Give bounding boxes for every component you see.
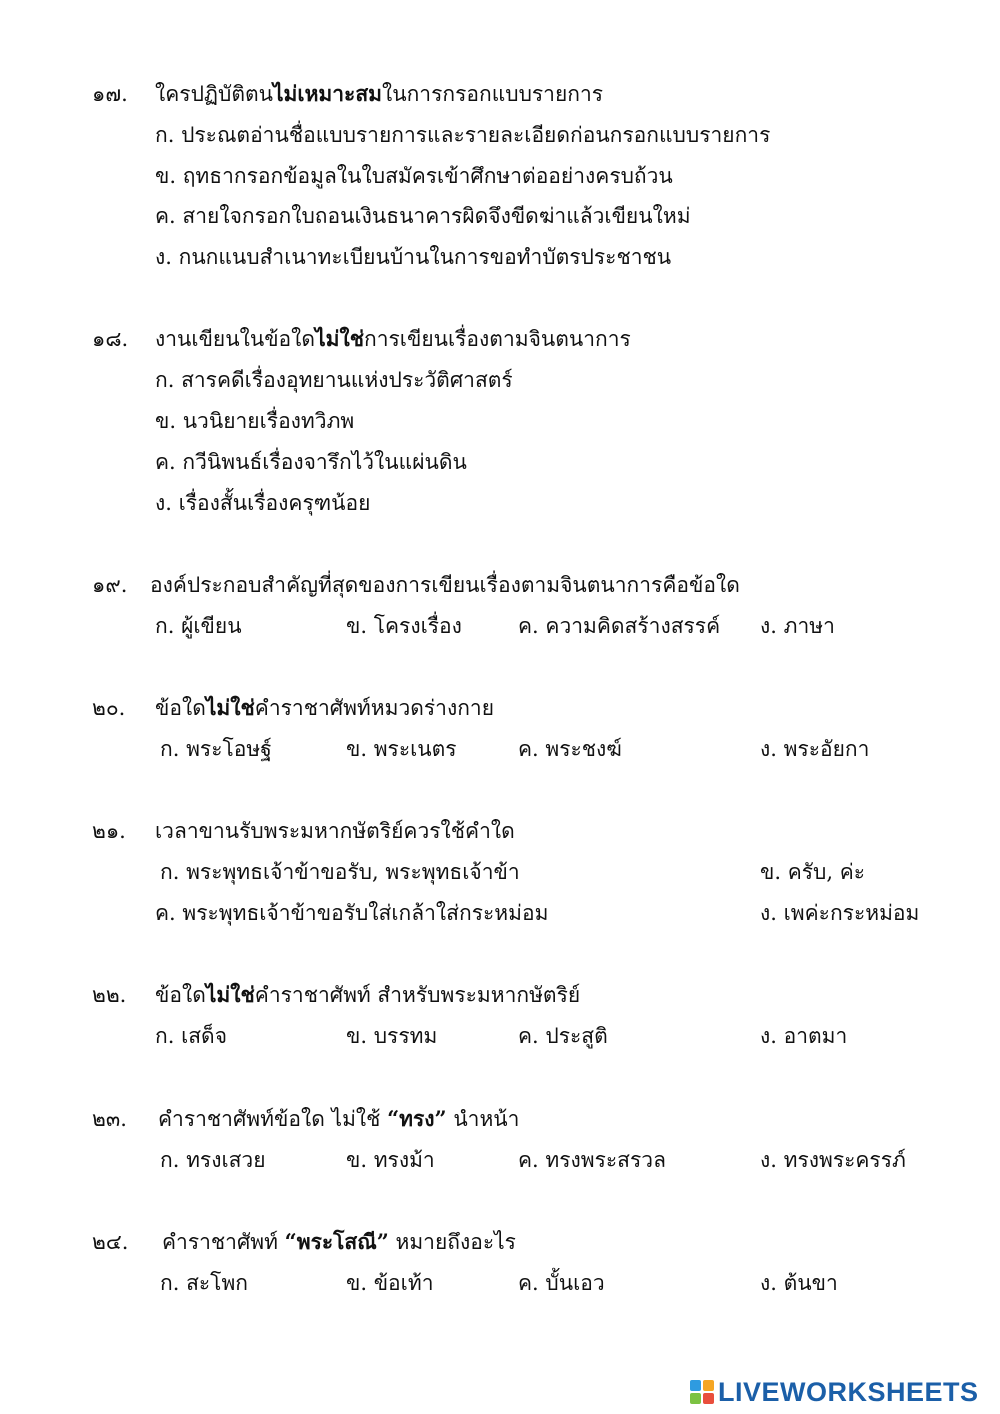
option-b[interactable]: ข. โครงเรื่อง bbox=[346, 614, 462, 638]
option-c[interactable]: ค. พระพุทธเจ้าข้าขอรับใส่เกล้าใส่กระหม่อม bbox=[155, 901, 549, 925]
option-d[interactable]: ง. ต้นขา bbox=[760, 1271, 838, 1295]
question-number: ๑๗. bbox=[92, 82, 128, 106]
question-stem: ข้อใดไม่ใช่คำราชาศัพท์ สำหรับพระมหากษัตริย์ bbox=[155, 982, 581, 1007]
option-a[interactable]: ก. พระพุทธเจ้าข้าขอรับ, พระพุทธเจ้าข้า bbox=[160, 860, 520, 884]
question-stem: งานเขียนในข้อใดไม่ใช่การเขียนเรื่องตามจินตนาการ bbox=[155, 326, 631, 351]
option-c[interactable]: ค. ความคิดสร้างสรรค์ bbox=[518, 614, 721, 638]
logo-mark-icon bbox=[690, 1380, 714, 1404]
option-c[interactable]: ค. บั้นเอว bbox=[518, 1271, 605, 1295]
option-a[interactable]: ก. ผู้เขียน bbox=[155, 614, 242, 638]
logo-square bbox=[690, 1380, 701, 1391]
option-c[interactable]: ค. ประสูติ bbox=[518, 1024, 608, 1048]
emphasis: “ทรง” bbox=[387, 1106, 447, 1131]
option-b[interactable]: ข. ทรงม้า bbox=[346, 1148, 435, 1172]
logo-square bbox=[690, 1393, 701, 1404]
logo-square bbox=[703, 1380, 714, 1391]
question-number: ๑๙. bbox=[92, 573, 128, 597]
option-c[interactable]: ค. ทรงพระสรวล bbox=[518, 1148, 666, 1172]
option-a[interactable]: ก. เสด็จ bbox=[155, 1024, 228, 1048]
option-d[interactable]: ง. กนกแนบสำเนาทะเบียนบ้านในการขอทำบัตรประชาชน bbox=[155, 245, 672, 269]
emphasis: ไม่เหมาะสม bbox=[272, 81, 382, 106]
option-b[interactable]: ข. ฤทธากรอกข้อมูลในใบสมัครเข้าศึกษาต่ออย่างครบถ้วน bbox=[155, 164, 673, 188]
emphasis: ไม่ใช่ bbox=[205, 695, 255, 720]
question-number: ๑๘. bbox=[92, 327, 129, 351]
option-a[interactable]: ก. สารคดีเรื่องอุทยานแห่งประวัติศาสตร์ bbox=[155, 368, 513, 392]
option-c[interactable]: ค. กวีนิพนธ์เรื่องจารึกไว้ในแผ่นดิน bbox=[155, 450, 467, 474]
option-b[interactable]: ข. บรรทม bbox=[346, 1024, 438, 1048]
emphasis: ไม่ใช่ bbox=[205, 982, 255, 1007]
logo-text: LIVEWORKSHEETS bbox=[718, 1376, 979, 1407]
question-number: ๒๓. bbox=[92, 1107, 127, 1131]
question-stem: ใครปฏิบัติตนไม่เหมาะสมในการกรอกแบบรายการ bbox=[155, 81, 604, 106]
option-d[interactable]: ง. ทรงพระครรภ์ bbox=[760, 1148, 906, 1172]
option-a[interactable]: ก. ประณตอ่านชื่อแบบรายการและรายละเอียดก่อนกรอกแบบรายการ bbox=[155, 123, 771, 147]
option-d[interactable]: ง. เพค่ะกระหม่อม bbox=[760, 901, 920, 925]
option-b[interactable]: ข. พระเนตร bbox=[346, 737, 457, 761]
option-a[interactable]: ก. ทรงเสวย bbox=[160, 1148, 266, 1172]
emphasis: “พระโสณี” bbox=[284, 1229, 389, 1254]
option-b[interactable]: ข. ครับ, ค่ะ bbox=[760, 860, 866, 884]
question-number: ๒๐. bbox=[92, 696, 126, 720]
question-stem: องค์ประกอบสำคัญที่สุดของการเขียนเรื่องตามจินตนาการคือข้อใด bbox=[150, 573, 740, 597]
question-stem: คำราชาศัพท์ “พระโสณี” หมายถึงอะไร bbox=[162, 1229, 516, 1254]
question-number: ๒๔. bbox=[92, 1230, 129, 1254]
option-a[interactable]: ก. พระโอษฐ์ bbox=[160, 737, 272, 761]
option-b[interactable]: ข. ข้อเท้า bbox=[346, 1271, 434, 1295]
emphasis: ไม่ใช่ bbox=[315, 326, 364, 351]
option-a[interactable]: ก. สะโพก bbox=[160, 1271, 248, 1295]
question-stem: คำราชาศัพท์ข้อใด ไม่ใช้ “ทรง” นำหน้า bbox=[158, 1106, 520, 1131]
option-d[interactable]: ง. ภาษา bbox=[760, 614, 835, 638]
option-d[interactable]: ง. เรื่องสั้นเรื่องครุฑน้อย bbox=[155, 491, 371, 515]
option-d[interactable]: ง. อาตมา bbox=[760, 1024, 848, 1048]
question-stem: เวลาขานรับพระมหากษัตริย์ควรใช้คำใด bbox=[155, 819, 515, 843]
liveworksheets-logo[interactable] bbox=[690, 1377, 979, 1407]
logo-square bbox=[703, 1393, 714, 1404]
question-stem: ข้อใดไม่ใช่คำราชาศัพท์หมวดร่างกาย bbox=[155, 695, 495, 720]
option-d[interactable]: ง. พระอัยกา bbox=[760, 737, 870, 761]
option-c[interactable]: ค. สายใจกรอกใบถอนเงินธนาคารผิดจึงขีดฆ่าแล้วเขียนใหม่ bbox=[155, 204, 691, 228]
question-number: ๒๒. bbox=[92, 983, 127, 1007]
question-number: ๒๑. bbox=[92, 819, 126, 843]
option-b[interactable]: ข. นวนิยายเรื่องทวิภพ bbox=[155, 409, 355, 433]
option-c[interactable]: ค. พระชงฆ์ bbox=[518, 737, 622, 761]
